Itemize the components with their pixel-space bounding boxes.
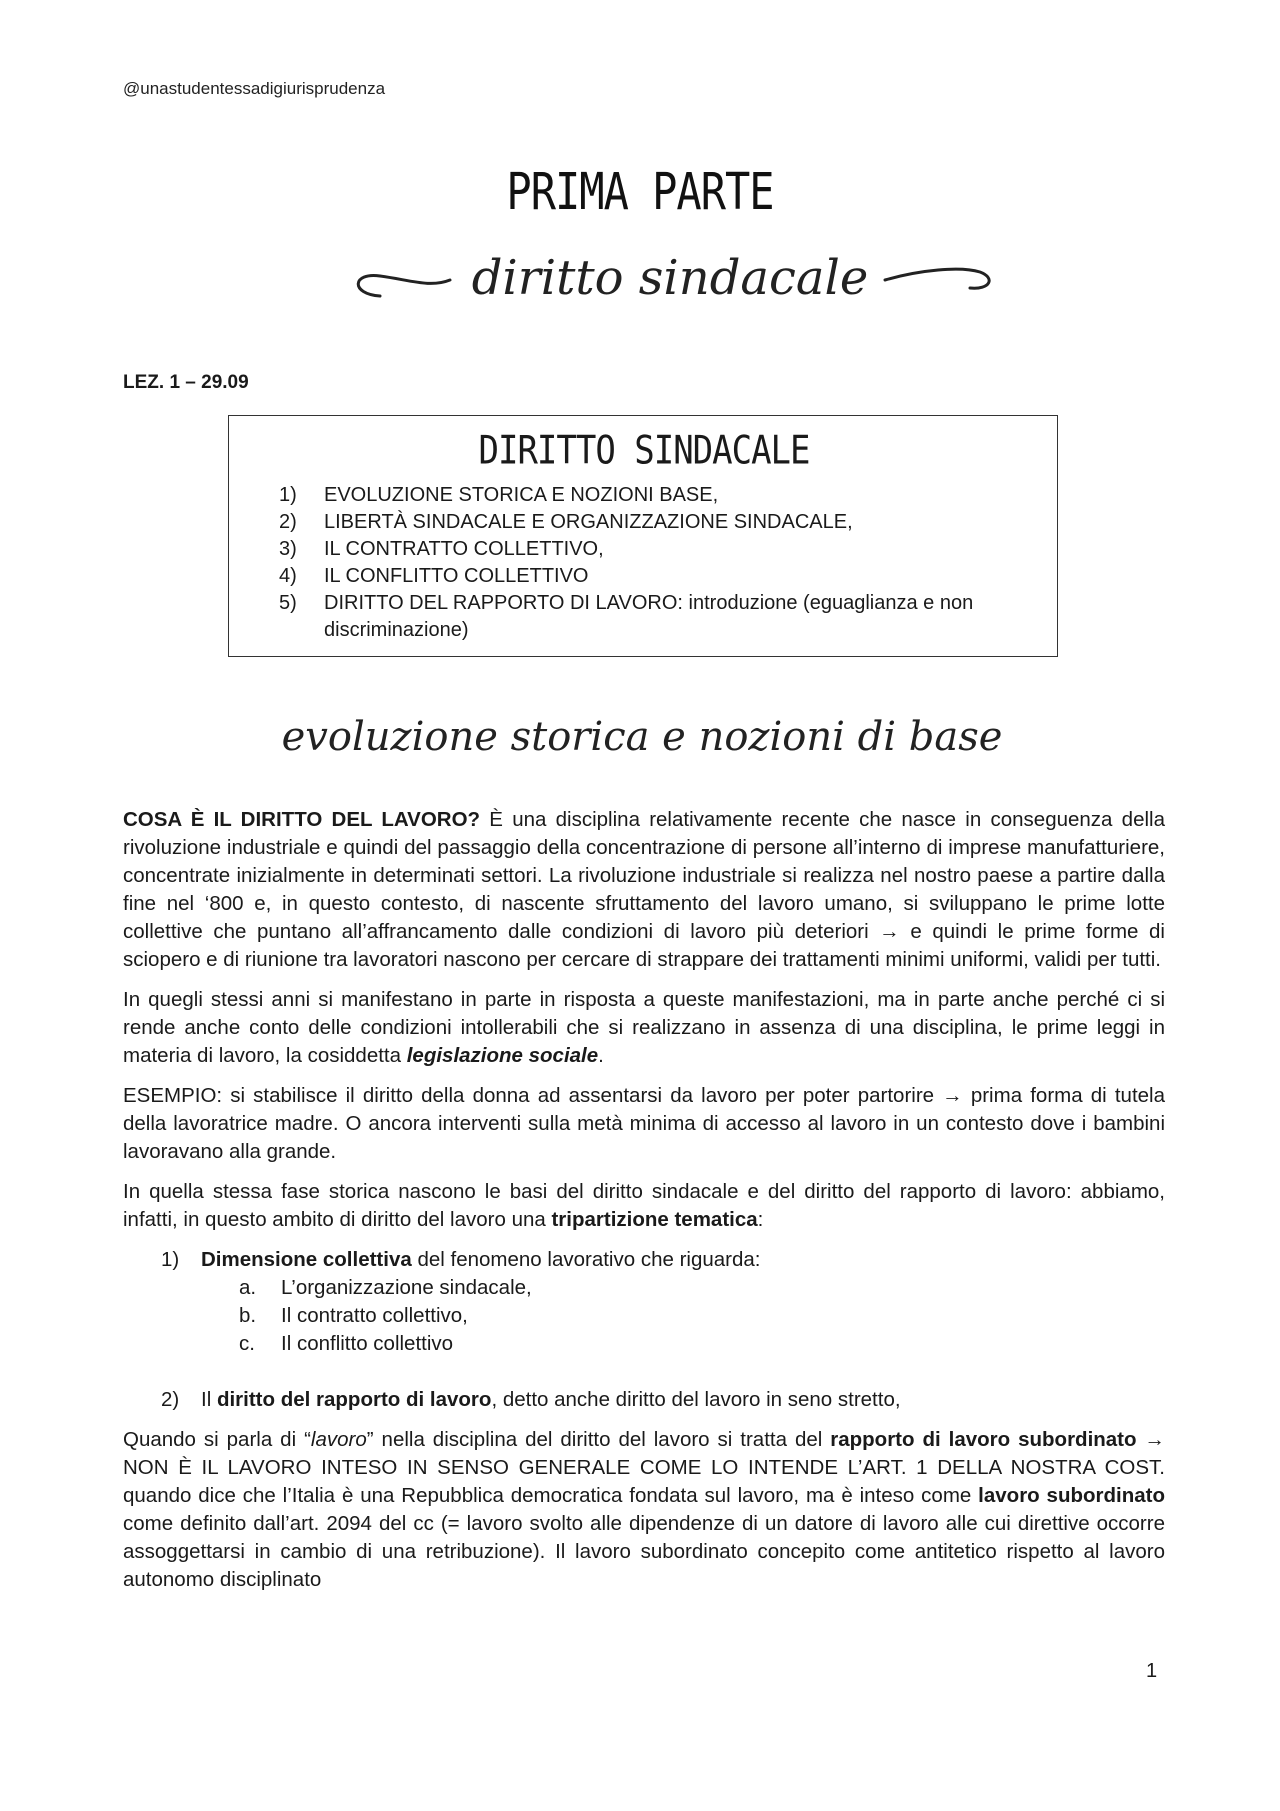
svg-text:evoluzione storica e nozioni d: evoluzione storica e nozioni di base: [281, 714, 1003, 760]
page-number: 1: [1146, 1660, 1158, 1682]
list-item: c. Il conflitto collettivo: [239, 1332, 454, 1355]
list-item: 5) DIRITTO DEL RAPPORTO DI LAVORO: introduzione (eguaglianza e non discriminazione): [279, 592, 974, 641]
topics-list: [279, 482, 1039, 644]
list-item: b. Il contratto collettivo,: [239, 1304, 468, 1327]
paragraph: In quegli stessi anni si manifestano in parte in risposta a queste manifestazioni, ma in parte anche perché ci si rende anche conto delle condizioni intollerabili che si realizzano in assenza di una disciplina, le prime leggi in materia di lavoro, la cosiddetta legislazione sociale.: [123, 988, 1165, 1067]
sub-list: [123, 1274, 1165, 1358]
paragraph: Quando si parla di “lavoro” nella disciplina del diritto del lavoro si tratta del rapporto di lavoro subordinato → NON È IL LAVORO INTESO IN SENSO GENERALE COME LO INTENDE L’ART. 1 DELLA NOSTRA COST. quando dice che l’Italia è una Repubblica democratica fondata sul lavoro, ma è inteso come lavoro subordinato come definito dall’art. 2094 del cc (= lavoro svolto alle dipendenze di un datore di lavoro alle cui direttive occorre assoggettarsi in cambio di una retribuzione). Il lavoro subordinato concepito come antitetico rispetto al lavoro autonomo disciplinato: [123, 1428, 1165, 1591]
list-item: 2) Il diritto del rapporto di lavoro, detto anche diritto del lavoro in seno stretto,: [161, 1388, 901, 1411]
box-title: DIRITTO SINDACALE: [478, 428, 810, 474]
tripartition-list-2: [123, 1386, 1165, 1414]
body-text: [123, 806, 1165, 1606]
list-item: 1) Dimensione collettiva del fenomeno lavorativo che riguarda:: [161, 1248, 761, 1271]
list-item: a. L’organizzazione sindacale,: [239, 1276, 532, 1299]
topics-box: [228, 415, 1058, 657]
list-item: 4) IL CONFLITTO COLLETTIVO: [279, 565, 589, 587]
section-heading: [272, 702, 1012, 772]
svg-text:diritto sindacale: diritto sindacale: [471, 250, 869, 306]
paragraph: ESEMPIO: si stabilisce il diritto della donna ad assentarsi da lavoro per poter partorire → prima forma di tutela della lavoratrice madre. O ancora interventi sulla metà minima di accesso al lavoro in un contesto dove i bambini lavoravano alla grande.: [123, 1084, 1165, 1163]
author-handle: @unastudentessadigiurisprudenza: [123, 79, 386, 98]
list-item: 2) LIBERTÀ SINDACALE E ORGANIZZAZIONE SINDACALE,: [279, 511, 853, 533]
script-subtitle: [340, 236, 1000, 320]
lesson-label: LEZ. 1 – 29.09: [123, 372, 249, 393]
tripartition-list: [123, 1246, 1165, 1274]
paragraph: COSA È IL DIRITTO DEL LAVORO? È una disciplina relativamente recente che nasce in conseguenza della rivoluzione industriale e quindi del passaggio della concentrazione di persone all’interno di imprese manufatturiere, concentrate inizialmente in determinati settori. La rivoluzione industriale si realizza nel nostro paese a partire dalla fine nel ‘800 e, in questo contesto, di nascente sfruttamento del lavoro umano, si sviluppano le prime lotte collettive che puntano all’affrancamento dalle condizioni di lavoro più deteriori → e quindi le prime forme di sciopero e di riunione tra lavoratori nascono per cercare di strappare dei trattamenti minimi uniformi, validi per tutti.: [123, 808, 1165, 971]
list-item: 1) EVOLUZIONE STORICA E NOZIONI BASE,: [279, 484, 719, 506]
list-item: 3) IL CONTRATTO COLLETTIVO,: [279, 538, 604, 560]
paragraph: In quella stessa fase storica nascono le basi del diritto sindacale e del diritto del rapporto di lavoro: abbiamo, infatti, in questo ambito di diritto del lavoro una tripartizione tematica:: [123, 1180, 1165, 1231]
part-title: PRIMA PARTE: [506, 162, 774, 221]
